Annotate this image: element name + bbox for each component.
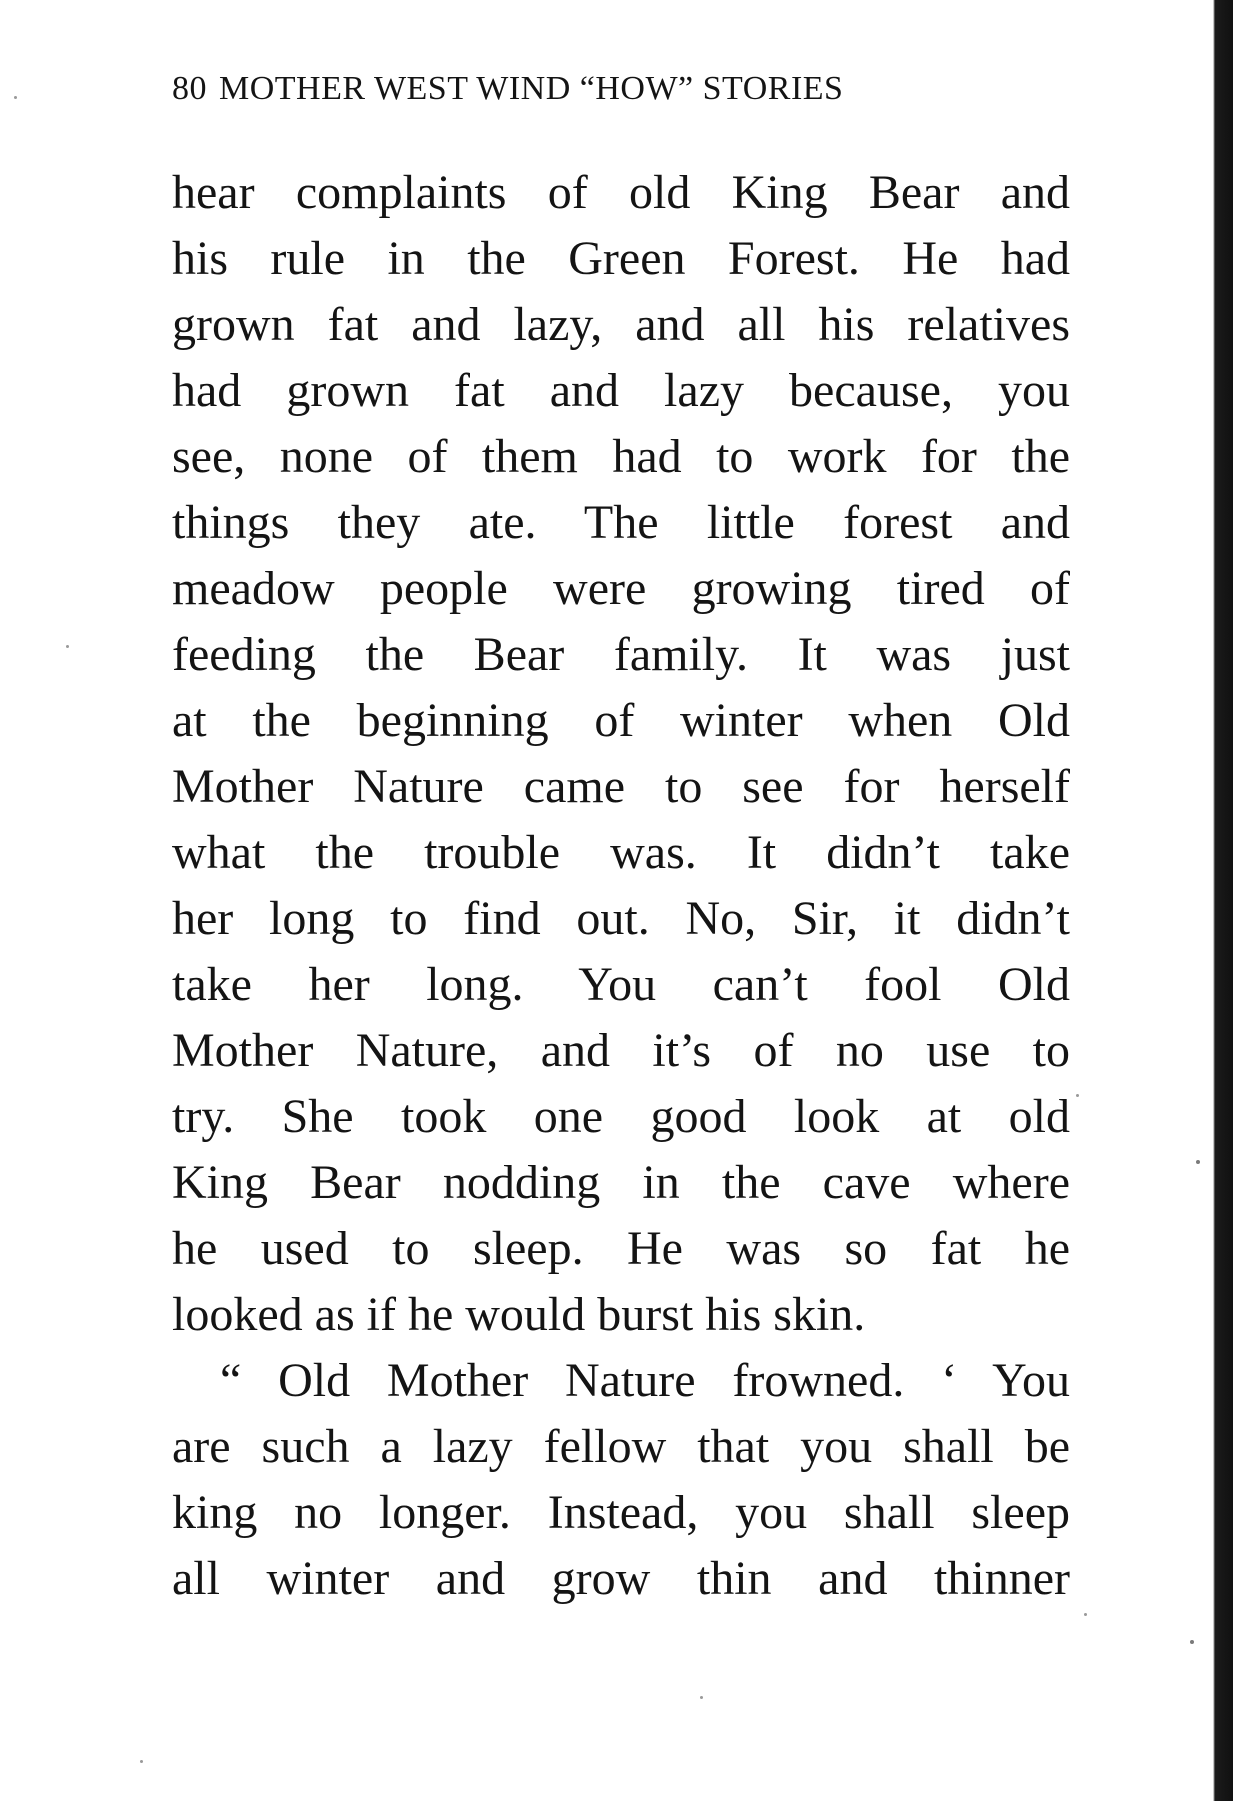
- text-line: king no longer. Instead, you shall sleep: [172, 1486, 1070, 1539]
- paper-speck: [1196, 1160, 1200, 1164]
- text-line: what the trouble was. It didn’t take: [172, 826, 1070, 879]
- running-head: [172, 70, 1072, 108]
- text-line: Mother Nature, and it’s of no use to: [172, 1024, 1070, 1077]
- text-line: King Bear nodding in the cave where: [172, 1156, 1070, 1209]
- text-line: his rule in the Green Forest. He had: [172, 232, 1070, 285]
- text-line: had grown fat and lazy because, you: [172, 364, 1070, 417]
- paper-speck: [66, 645, 69, 648]
- paper-speck: [14, 96, 17, 99]
- text-line: are such a lazy fellow that you shall be: [172, 1420, 1070, 1473]
- text-line: he used to sleep. He was so fat he: [172, 1222, 1070, 1275]
- text-line: try. She took one good look at old: [172, 1090, 1070, 1143]
- text-line: at the beginning of winter when Old: [172, 694, 1070, 747]
- text-line: see, none of them had to work for the: [172, 430, 1070, 483]
- body-text: [172, 160, 1070, 1612]
- page-number: 80: [172, 70, 207, 107]
- text-line: hear complaints of old King Bear and: [172, 166, 1070, 219]
- text-line: Mother Nature came to see for herself: [172, 760, 1070, 813]
- paper-speck: [700, 1696, 703, 1699]
- text-line: take her long. You can’t fool Old: [172, 958, 1070, 1011]
- text-line: grown fat and lazy, and all his relatives: [172, 298, 1070, 351]
- paper-speck: [1084, 1613, 1087, 1616]
- text-line: things they ate. The little forest and: [172, 496, 1070, 549]
- paper-speck: [1076, 1094, 1079, 1097]
- binding-edge: [1207, 0, 1233, 1801]
- running-head-title: MOTHER WEST WIND “HOW” STORIES: [219, 70, 844, 107]
- text-line: “ Old Mother Nature frowned. ‘ You: [220, 1354, 1070, 1407]
- text-line: meadow people were growing tired of: [172, 562, 1070, 615]
- paper-speck: [140, 1760, 143, 1763]
- text-line: feeding the Bear family. It was just: [172, 628, 1070, 681]
- text-line: all winter and grow thin and thinner: [172, 1552, 1070, 1605]
- text-line: looked as if he would burst his skin.: [172, 1288, 866, 1341]
- text-line: her long to find out. No, Sir, it didn’t: [172, 892, 1070, 945]
- paper-speck: [1190, 1640, 1194, 1644]
